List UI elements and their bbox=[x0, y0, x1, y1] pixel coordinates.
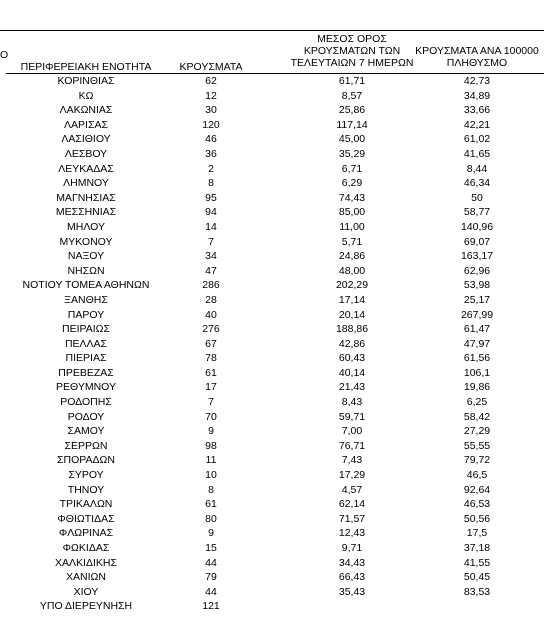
region-name-cell: ΤΡΙΚΑΛΩΝ bbox=[59, 498, 113, 511]
per100k-cell: 79,72 bbox=[463, 454, 491, 467]
header-per100k-line: ΚΡΟΥΣΜΑΤΑ ΑΝΑ 100000 bbox=[415, 45, 539, 57]
cases-cell: 80 bbox=[205, 512, 217, 525]
per100k-cell: 41,55 bbox=[463, 556, 491, 569]
table-row bbox=[0, 249, 544, 264]
region-name-cell: ΜΥΚΟΝΟΥ bbox=[59, 235, 113, 248]
avg-cell: 60,43 bbox=[338, 352, 366, 365]
per100k-cell: 163,17 bbox=[460, 250, 494, 263]
per100k-cell: 50 bbox=[471, 191, 483, 204]
cases-cell: 8 bbox=[208, 483, 214, 496]
cases-cell: 12 bbox=[205, 89, 217, 102]
avg-cell: 76,71 bbox=[338, 439, 366, 452]
region-name-cell: ΧΑΛΚΙΔΙΚΗΣ bbox=[55, 556, 117, 569]
table-row bbox=[0, 556, 544, 571]
region-name-cell: ΜΕΣΣΗΝΙΑΣ bbox=[55, 206, 117, 219]
table-row bbox=[0, 132, 544, 147]
avg-cell: 71,57 bbox=[338, 512, 366, 525]
table-row bbox=[0, 205, 544, 220]
table-row bbox=[0, 308, 544, 323]
header-left-fragment: Ο bbox=[0, 49, 9, 61]
per100k-cell: 69,07 bbox=[463, 235, 491, 248]
table-row bbox=[0, 380, 544, 395]
header-region: ΠΕΡΙΦΕΡΕΙΑΚΗ ΕΝΟΤΗΤΑ bbox=[20, 61, 152, 73]
avg-cell: 11,00 bbox=[339, 220, 365, 233]
avg-cell: 66,43 bbox=[338, 571, 366, 584]
cases-cell: 286 bbox=[202, 279, 220, 292]
avg-cell: 34,43 bbox=[338, 556, 366, 569]
avg-cell: 21,43 bbox=[338, 381, 366, 394]
header-per100k-line: ΠΛΗΘΥΣΜΟ bbox=[446, 57, 508, 69]
cases-cell: 79 bbox=[205, 571, 217, 584]
region-name-cell: ΚΟΡΙΝΘΙΑΣ bbox=[57, 75, 115, 87]
per100k-cell: 53,98 bbox=[463, 279, 491, 292]
region-name-cell: ΡΕΘΥΜΝΟΥ bbox=[55, 381, 116, 394]
table-row bbox=[0, 176, 544, 191]
per100k-cell: 42,73 bbox=[463, 75, 491, 87]
cases-cell: 7 bbox=[208, 235, 214, 248]
region-name-cell: ΣΥΡΟΥ bbox=[68, 469, 104, 482]
table-row bbox=[0, 541, 544, 556]
region-name-cell: ΛΑΚΩΝΙΑΣ bbox=[59, 104, 113, 117]
avg-cell: 4,57 bbox=[341, 483, 363, 496]
table-row bbox=[0, 351, 544, 366]
header-cases: ΚΡΟΥΣΜΑΤΑ bbox=[179, 61, 243, 73]
avg-cell: 35,43 bbox=[338, 585, 366, 598]
cases-cell: 120 bbox=[202, 118, 220, 131]
region-name-cell: ΧΙΟΥ bbox=[73, 585, 99, 598]
per100k-cell: 140,96 bbox=[460, 220, 494, 233]
table-row bbox=[0, 147, 544, 162]
cases-cell: 17 bbox=[205, 381, 217, 394]
per100k-cell: 34,89 bbox=[463, 89, 491, 102]
region-name-cell: ΠΙΕΡΙΑΣ bbox=[65, 352, 107, 365]
table-row bbox=[0, 264, 544, 279]
cases-cell: 28 bbox=[205, 293, 217, 306]
table-row bbox=[0, 293, 544, 308]
region-name-cell: ΝΗΣΩΝ bbox=[67, 264, 105, 277]
header-avg-line: ΤΕΛΕΥΤΑΙΩΝ 7 ΗΜΕΡΩΝ bbox=[290, 57, 414, 69]
region-name-cell: ΡΟΔΟΠΗΣ bbox=[60, 396, 112, 409]
table-row bbox=[0, 395, 544, 410]
avg-cell: 42,86 bbox=[338, 337, 366, 350]
cases-cell: 67 bbox=[205, 337, 217, 350]
avg-cell: 6,29 bbox=[341, 177, 363, 190]
region-name-cell: ΜΗΛΟΥ bbox=[67, 220, 105, 233]
region-name-cell: ΛΑΡΙΣΑΣ bbox=[64, 118, 108, 131]
cases-cell: 30 bbox=[205, 104, 217, 117]
region-name-cell: ΝΑΞΟΥ bbox=[67, 250, 105, 263]
avg-cell: 62,14 bbox=[338, 498, 366, 511]
per100k-cell: 267,99 bbox=[460, 308, 494, 321]
region-name-cell: ΠΕΛΛΑΣ bbox=[64, 337, 108, 350]
avg-cell: 7,00 bbox=[341, 425, 363, 438]
avg-cell: 85,00 bbox=[338, 206, 366, 219]
table-row bbox=[0, 89, 544, 104]
region-name-cell: ΚΩ bbox=[78, 89, 94, 102]
table-row bbox=[0, 118, 544, 133]
region-name-cell: ΤΗΝΟΥ bbox=[67, 483, 105, 496]
per100k-cell: 50,45 bbox=[463, 571, 491, 584]
per100k-cell: 46,5 bbox=[466, 469, 488, 482]
per100k-cell: 33,66 bbox=[463, 104, 491, 117]
table-row bbox=[0, 322, 544, 337]
per100k-cell: 6,25 bbox=[466, 396, 488, 409]
region-name-cell: ΣΑΜΟΥ bbox=[67, 425, 105, 438]
cases-cell: 34 bbox=[205, 250, 217, 263]
cases-cell: 47 bbox=[205, 264, 217, 277]
region-name-cell: ΦΛΩΡΙΝΑΣ bbox=[58, 527, 114, 540]
table-row bbox=[0, 162, 544, 177]
avg-cell: 20,14 bbox=[338, 308, 366, 321]
cases-cell: 9 bbox=[208, 527, 214, 540]
region-name-cell: ΠΕΙΡΑΙΩΣ bbox=[62, 323, 110, 336]
region-name-cell: ΞΑΝΘΗΣ bbox=[64, 293, 108, 306]
header-avg-line: ΚΡΟΥΣΜΑΤΩΝ ΤΩΝ bbox=[303, 45, 401, 57]
avg-cell: 9,71 bbox=[341, 542, 363, 554]
table-row bbox=[0, 468, 544, 483]
avg-cell: 202,29 bbox=[335, 279, 369, 292]
table-row bbox=[0, 220, 544, 235]
table-row bbox=[0, 483, 544, 498]
region-name-cell: ΜΑΓΝΗΣΙΑΣ bbox=[56, 191, 116, 204]
cases-cell: 94 bbox=[205, 206, 217, 219]
avg-cell: 7,43 bbox=[341, 454, 363, 467]
avg-cell: 6,71 bbox=[341, 162, 363, 175]
cases-cell: 44 bbox=[205, 585, 217, 598]
per100k-cell: 61,56 bbox=[463, 352, 491, 365]
per100k-cell: 41,65 bbox=[463, 147, 491, 160]
per100k-cell: 46,53 bbox=[463, 498, 491, 511]
top-rule bbox=[0, 30, 544, 31]
table-row bbox=[0, 526, 544, 541]
cases-cell: 11 bbox=[205, 454, 217, 467]
cases-cell: 8 bbox=[208, 177, 214, 190]
per100k-cell: 25,17 bbox=[463, 293, 491, 306]
table-body bbox=[0, 74, 544, 614]
per100k-cell: 106,1 bbox=[463, 366, 491, 379]
region-name-cell: ΦΘΙΩΤΙΔΑΣ bbox=[57, 512, 115, 525]
cases-cell: 61 bbox=[205, 498, 217, 511]
region-name-cell: ΥΠΟ ΔΙΕΡΕΥΝΗΣΗ bbox=[39, 600, 133, 613]
cases-cell: 10 bbox=[205, 469, 217, 482]
table-row bbox=[0, 424, 544, 439]
cases-cell: 44 bbox=[205, 556, 217, 569]
avg-cell: 8,57 bbox=[341, 89, 363, 102]
avg-cell: 35,29 bbox=[338, 147, 366, 160]
region-name-cell: ΠΡΕΒΕΖΑΣ bbox=[58, 366, 114, 379]
avg-cell: 24,86 bbox=[338, 250, 366, 263]
cases-cell: 276 bbox=[202, 323, 220, 336]
per100k-cell: 37,18 bbox=[463, 542, 491, 554]
table-row bbox=[0, 337, 544, 352]
per100k-cell: 58,77 bbox=[463, 206, 491, 219]
avg-cell: 8,43 bbox=[341, 396, 363, 409]
per100k-cell: 42,21 bbox=[463, 118, 491, 131]
region-name-cell: ΝΟΤΙΟΥ ΤΟΜΕΑ ΑΘΗΝΩΝ bbox=[22, 279, 150, 292]
cases-cell: 40 bbox=[205, 308, 217, 321]
region-name-cell: ΛΕΣΒΟΥ bbox=[64, 147, 108, 160]
per100k-cell: 27,29 bbox=[463, 425, 491, 438]
per100k-cell: 8,44 bbox=[466, 162, 488, 175]
avg-cell: 12,43 bbox=[338, 527, 366, 540]
table-row bbox=[0, 439, 544, 454]
cases-cell: 7 bbox=[208, 396, 214, 409]
cases-cell: 62 bbox=[205, 75, 217, 87]
table-row bbox=[0, 570, 544, 585]
cases-cell: 95 bbox=[205, 191, 217, 204]
avg-cell: 59,71 bbox=[338, 410, 366, 423]
region-name-cell: ΛΑΣΙΘΙΟΥ bbox=[61, 133, 111, 146]
table-row bbox=[0, 497, 544, 512]
region-name-cell: ΣΠΟΡΑΔΩΝ bbox=[57, 454, 115, 467]
per100k-cell: 17,5 bbox=[466, 527, 488, 540]
table-row bbox=[0, 410, 544, 425]
per100k-cell: 83,53 bbox=[463, 585, 491, 598]
header-avg-line: ΜΕΣΟΣ ΟΡΟΣ bbox=[317, 33, 387, 45]
table-row bbox=[0, 512, 544, 527]
avg-cell: 48,00 bbox=[338, 264, 366, 277]
cases-cell: 78 bbox=[205, 352, 217, 365]
per100k-cell: 61,02 bbox=[463, 133, 491, 146]
region-name-cell: ΛΗΜΝΟΥ bbox=[63, 177, 109, 190]
table-row bbox=[0, 366, 544, 381]
table-row bbox=[0, 278, 544, 293]
avg-cell: 188,86 bbox=[335, 323, 369, 336]
header-cases-per-100k bbox=[410, 45, 544, 69]
per100k-cell: 92,64 bbox=[463, 483, 491, 496]
cases-cell: 61 bbox=[205, 366, 217, 379]
avg-cell: 25,86 bbox=[338, 104, 366, 117]
per100k-cell: 55,55 bbox=[463, 439, 491, 452]
per100k-cell: 46,34 bbox=[463, 177, 491, 190]
avg-cell: 74,43 bbox=[338, 191, 366, 204]
per100k-cell: 61,47 bbox=[463, 323, 491, 336]
region-name-cell: ΠΑΡΟΥ bbox=[67, 308, 105, 321]
per100k-cell: 47,97 bbox=[463, 337, 491, 350]
region-name-cell: ΦΩΚΙΔΑΣ bbox=[62, 542, 110, 554]
table-row bbox=[0, 74, 544, 89]
avg-cell: 117,14 bbox=[336, 118, 368, 131]
cases-cell: 2 bbox=[208, 162, 214, 175]
cases-cell: 121 bbox=[202, 600, 220, 613]
region-name-cell: ΣΕΡΡΩΝ bbox=[64, 439, 108, 452]
avg-cell: 17,14 bbox=[338, 293, 366, 306]
table-row bbox=[0, 103, 544, 118]
avg-cell: 40,14 bbox=[338, 366, 366, 379]
per100k-cell: 50,56 bbox=[463, 512, 491, 525]
header-7day-average bbox=[278, 33, 426, 69]
per100k-cell: 62,96 bbox=[463, 264, 491, 277]
cases-cell: 36 bbox=[205, 147, 217, 160]
region-name-cell: ΡΟΔΟΥ bbox=[67, 410, 105, 423]
avg-cell: 5,71 bbox=[341, 235, 363, 248]
per100k-cell: 58,42 bbox=[463, 410, 491, 423]
table-row bbox=[0, 585, 544, 600]
region-name-cell: ΛΕΥΚΑΔΑΣ bbox=[58, 162, 114, 175]
avg-cell: 17,29 bbox=[338, 469, 366, 482]
table-row bbox=[0, 191, 544, 206]
cases-cell: 15 bbox=[205, 542, 217, 554]
cases-cell: 98 bbox=[205, 439, 217, 452]
avg-cell: 45,00 bbox=[338, 133, 366, 146]
cases-cell: 9 bbox=[208, 425, 214, 438]
region-name-cell: ΧΑΝΙΩΝ bbox=[66, 571, 106, 584]
avg-cell: 61,71 bbox=[338, 75, 366, 87]
cases-cell: 70 bbox=[205, 410, 217, 423]
table-row bbox=[0, 599, 544, 614]
cases-cell: 46 bbox=[205, 133, 217, 146]
table-row bbox=[0, 453, 544, 468]
cases-cell: 14 bbox=[205, 220, 217, 233]
per100k-cell: 19,86 bbox=[463, 381, 491, 394]
table-row bbox=[0, 235, 544, 250]
